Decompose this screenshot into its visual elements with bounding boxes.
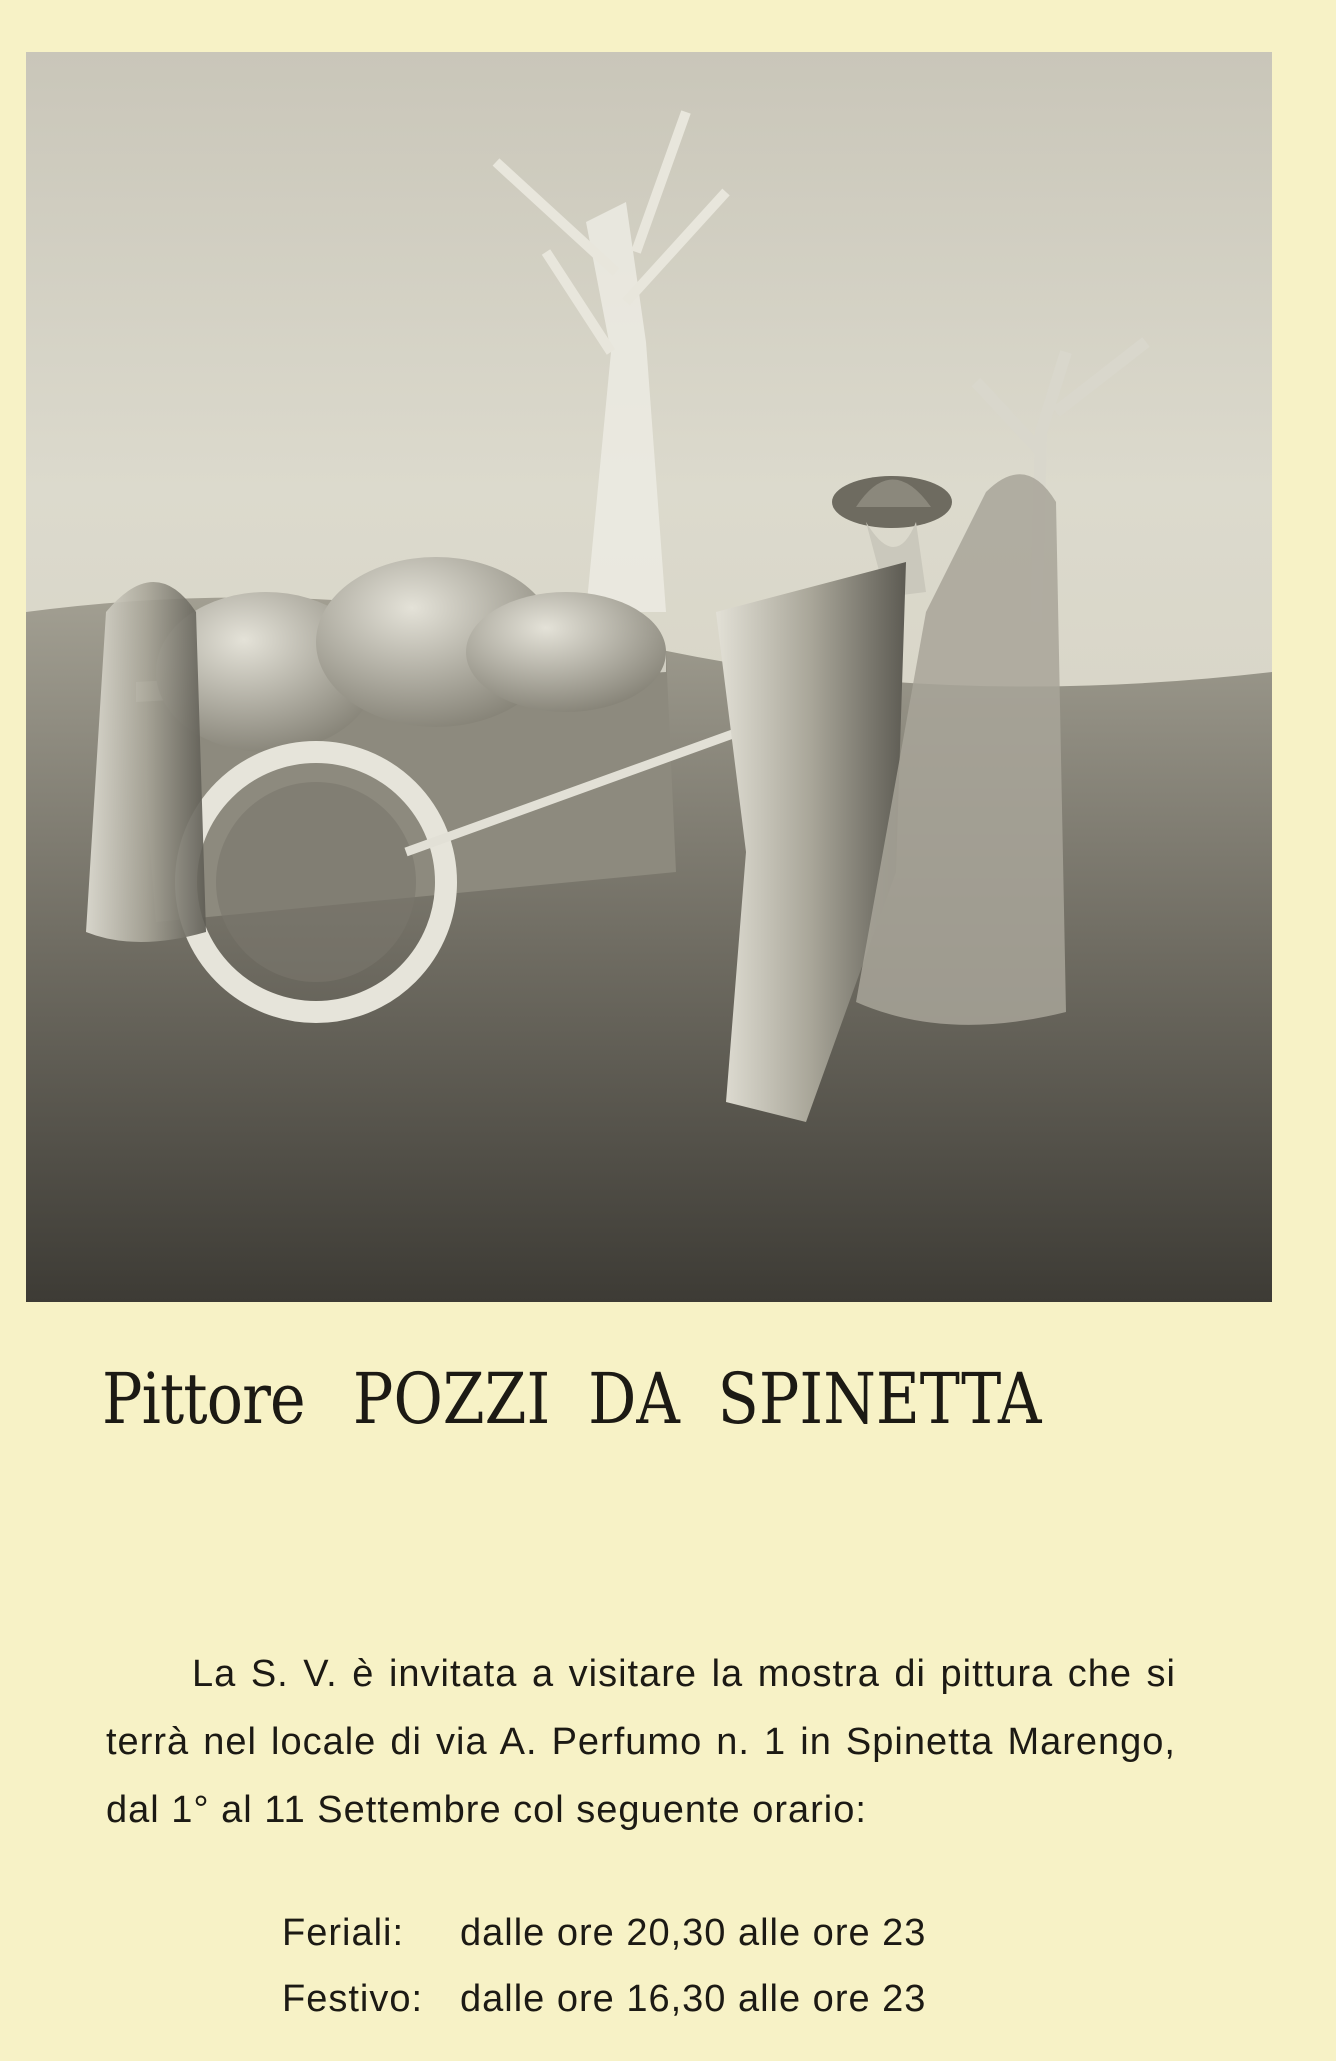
hours-day-label: Festivo:	[282, 1978, 424, 2020]
title-lead: Pittore	[102, 1358, 305, 1440]
poster-title	[102, 1358, 1091, 1440]
painting-reproduction	[26, 52, 1272, 1302]
title-name-part3: SPINETTA	[717, 1358, 1042, 1440]
opening-hours	[282, 1900, 926, 2032]
hours-time: dalle ore 16,30 alle ore 23	[460, 1978, 927, 2020]
painting-image	[26, 52, 1272, 1302]
title-name-part1: POZZI	[352, 1358, 551, 1440]
title-name-part2: DA	[588, 1358, 680, 1440]
invitation-paragraph: La S. V. è invitata a visitare la mostra di pittura che si terrà nel locale di via A. Perfumo n. 1 in Spinetta Marengo, dal 1° al 11 Settembre col seguente orario:	[106, 1653, 1176, 1831]
hours-day-label: Feriali:	[282, 1912, 405, 1954]
hours-row-holiday	[282, 1966, 926, 2032]
hours-row-weekdays	[282, 1900, 926, 1966]
invitation-text	[106, 1640, 1176, 1844]
hours-time: dalle ore 20,30 alle ore 23	[460, 1912, 927, 1954]
